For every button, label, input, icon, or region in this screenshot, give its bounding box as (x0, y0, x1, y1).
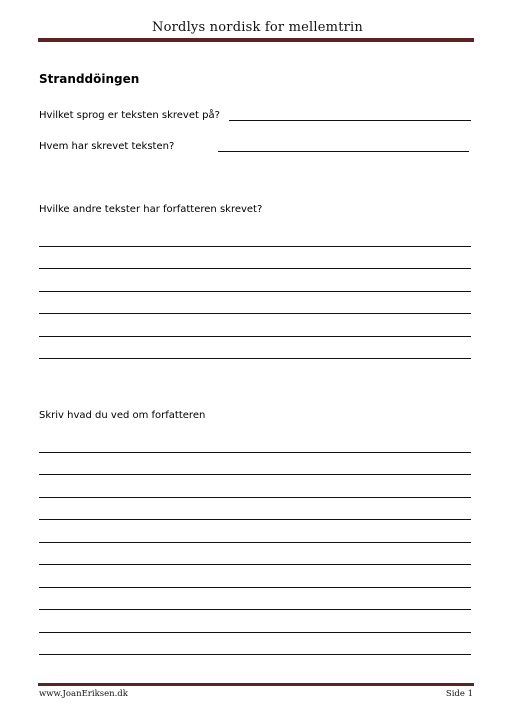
footer-website: www.JoanEriksen.dk (39, 689, 128, 699)
answer-line-other-texts-2[interactable] (39, 268, 471, 269)
answer-line-about-author-1[interactable] (39, 452, 471, 453)
footer-page-number: Side 1 (445, 689, 473, 699)
answer-line-author[interactable] (218, 151, 469, 152)
answer-line-about-author-4[interactable] (39, 519, 471, 520)
worksheet-heading: Stranddöingen (39, 72, 140, 86)
question-language: Hvilket sprog er teksten skrevet på? (39, 110, 220, 121)
answer-line-other-texts-3[interactable] (39, 291, 471, 292)
answer-line-about-author-7[interactable] (39, 587, 471, 588)
answer-line-about-author-6[interactable] (39, 564, 471, 565)
answer-line-about-author-3[interactable] (39, 497, 471, 498)
question-other-texts: Hvilke andre tekster har forfatteren skrevet? (39, 204, 263, 215)
answer-line-other-texts-1[interactable] (39, 246, 471, 247)
answer-line-about-author-5[interactable] (39, 542, 471, 543)
answer-line-about-author-9[interactable] (39, 632, 471, 633)
question-author: Hvem har skrevet teksten? (39, 141, 175, 152)
header-title: Nordlys nordisk for mellemtrin (152, 20, 363, 35)
answer-line-other-texts-4[interactable] (39, 313, 471, 314)
answer-line-about-author-2[interactable] (39, 474, 471, 475)
header-divider (38, 38, 474, 42)
answer-line-language[interactable] (229, 120, 471, 121)
answer-line-other-texts-6[interactable] (39, 358, 471, 359)
question-about-author: Skriv hvad du ved om forfatteren (39, 410, 206, 421)
footer-divider (38, 683, 474, 686)
answer-line-about-author-10[interactable] (39, 654, 471, 655)
answer-line-other-texts-5[interactable] (39, 336, 471, 337)
answer-line-about-author-8[interactable] (39, 609, 471, 610)
